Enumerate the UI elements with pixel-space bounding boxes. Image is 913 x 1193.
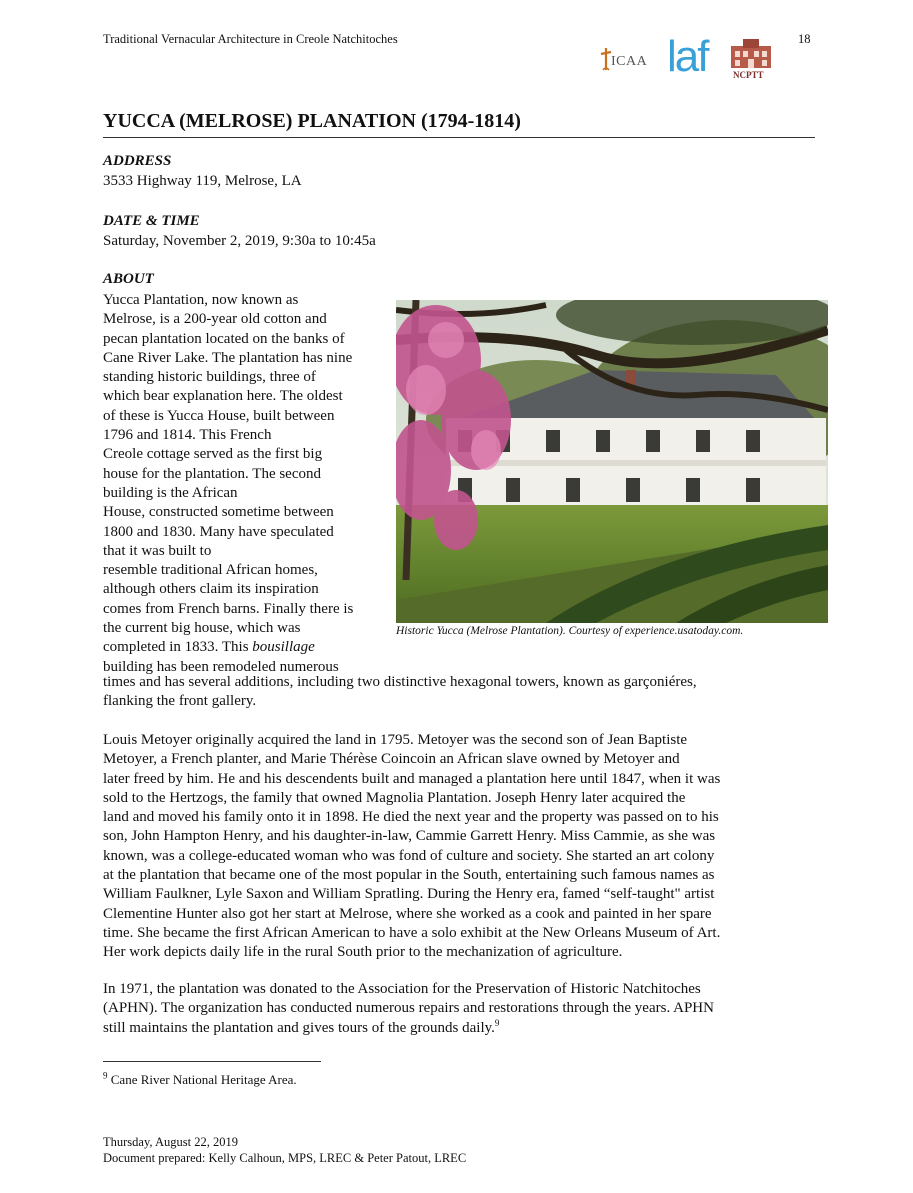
text-line: which bear explanation here. The oldest	[103, 388, 343, 405]
text-line: flanking the front gallery.	[103, 693, 257, 710]
text-line: building has been remodeled numerous	[103, 658, 339, 675]
text-line: comes from French barns. Finally there is	[103, 600, 354, 617]
donation-paragraph	[103, 980, 803, 1038]
text-line	[103, 1019, 803, 1038]
text-line: son, John Hampton Henry, and his daughter-in-law, Cammie Garrett Henry. Miss Cammie, as she was	[103, 828, 716, 845]
text-line: known, was a college-educated woman who was fond of culture and society. She started an art colony	[103, 847, 715, 864]
about-continued-text	[103, 673, 803, 712]
laf-logo: laf	[667, 32, 708, 81]
text-line: the current big house, which was	[103, 620, 301, 637]
date-time-value: Saturday, November 2, 2019, 9:30a to 10:45a	[103, 233, 376, 249]
text-line: (APHN). The organization has conducted numerous repairs and restorations through the years. APHN	[103, 1000, 714, 1017]
footnote	[103, 1072, 297, 1088]
text-line: Clementine Hunter also got her start at Melrose, where she worked as a cook and painted in her spare	[103, 905, 712, 922]
text-line: Metoyer, a French planter, and Marie Thérèse Coincoin an African slave owned by Metoyer and	[103, 751, 680, 768]
icaa-logo: ICAA	[597, 44, 657, 76]
footnote-text: Cane River National Heritage Area.	[107, 1072, 297, 1087]
text-line: pecan plantation located on the banks of	[103, 330, 345, 347]
page-footer	[103, 1134, 466, 1166]
text-line: resemble traditional African homes,	[103, 562, 318, 579]
plantation-photo	[396, 300, 828, 623]
footnote-reference[interactable]: 9	[494, 1017, 500, 1028]
text-line: Yucca Plantation, now known as	[103, 292, 299, 308]
text-span: still maintains the plantation and gives tours of the grounds daily.	[103, 1019, 495, 1036]
ncptt-logo: NCPTT	[729, 38, 779, 84]
page-number: 18	[798, 32, 811, 46]
text-line: In 1971, the plantation was donated to the Association for the Preservation of Historic Natchitoches	[103, 981, 701, 997]
text-line: times and has several additions, including two distinctive hexagonal towers, known as garçoniéres,	[103, 674, 697, 690]
footnote-marker: 9	[103, 1070, 108, 1081]
bousillage-term: bousillage	[252, 639, 315, 656]
text-line: House, constructed sometime between	[103, 504, 334, 521]
text-line: at the plantation that became one of the most popular in the South, entertaining such famous names as	[103, 867, 715, 884]
text-line: house for the plantation. The second	[103, 465, 321, 482]
photo-caption: Historic Yucca (Melrose Plantation). Courtesy of experience.usatoday.com.	[396, 625, 744, 637]
page-title: YUCCA (MELROSE) PLANATION (1794-1814)	[103, 110, 815, 138]
text-line: 1796 and 1814. This French	[103, 427, 272, 444]
history-paragraph	[103, 731, 803, 963]
text-line: Her work depicts daily life in the rural South prior to the mechanization of agriculture.	[103, 944, 623, 961]
text-line: although others claim its inspiration	[103, 581, 319, 598]
text-line: Creole cottage served as the first big	[103, 446, 323, 463]
header-logos	[597, 32, 787, 84]
text-line: sold to the Hertzogs, the family that owned Magnolia Plantation. Joseph Henry later acquired the	[103, 789, 686, 806]
footer-prepared-by: Document prepared: Kelly Calhoun, MPS, LREC & Peter Patout, LREC	[103, 1151, 467, 1165]
date-time-label: DATE & TIME	[103, 213, 200, 229]
text-line: 1800 and 1830. Many have speculated	[103, 523, 334, 540]
text-line: land and moved his family onto it in 1898. He died the next year and the property was passed on to his	[103, 809, 719, 826]
text-line: Louis Metoyer originally acquired the land in 1795. Metoyer was the second son of Jean Baptiste	[103, 732, 688, 748]
about-label: ABOUT	[103, 271, 154, 287]
footer-date: Thursday, August 22, 2019	[103, 1135, 238, 1149]
address-label: ADDRESS	[103, 153, 172, 169]
address-value: 3533 Highway 119, Melrose, LA	[103, 173, 302, 189]
text-line: later freed by him. He and his descendents built and managed a plantation here until 1847, when it was	[103, 770, 721, 787]
about-column-text	[103, 291, 386, 677]
text-line: building is the African	[103, 484, 238, 501]
text-line	[103, 638, 386, 657]
text-line: Melrose, is a 200-year old cotton and	[103, 311, 327, 328]
text-line: Cane River Lake. The plantation has nine	[103, 349, 353, 366]
text-line: time. She became the first African American to have a solo exhibit at the New Orleans Museum of Art.	[103, 924, 721, 941]
footnote-divider	[103, 1061, 321, 1062]
text-line: standing historic buildings, three of	[103, 369, 316, 386]
text-line: that it was built to	[103, 542, 212, 559]
text-line: of these is Yucca House, built between	[103, 407, 335, 424]
text-line: William Faulkner, Lyle Saxon and William Spratling. During the Henry era, famed “self-taught" artist	[103, 886, 715, 903]
running-header-title: Traditional Vernacular Architecture in Creole Natchitoches	[103, 32, 398, 46]
text-span: completed in 1833. This	[103, 639, 253, 656]
